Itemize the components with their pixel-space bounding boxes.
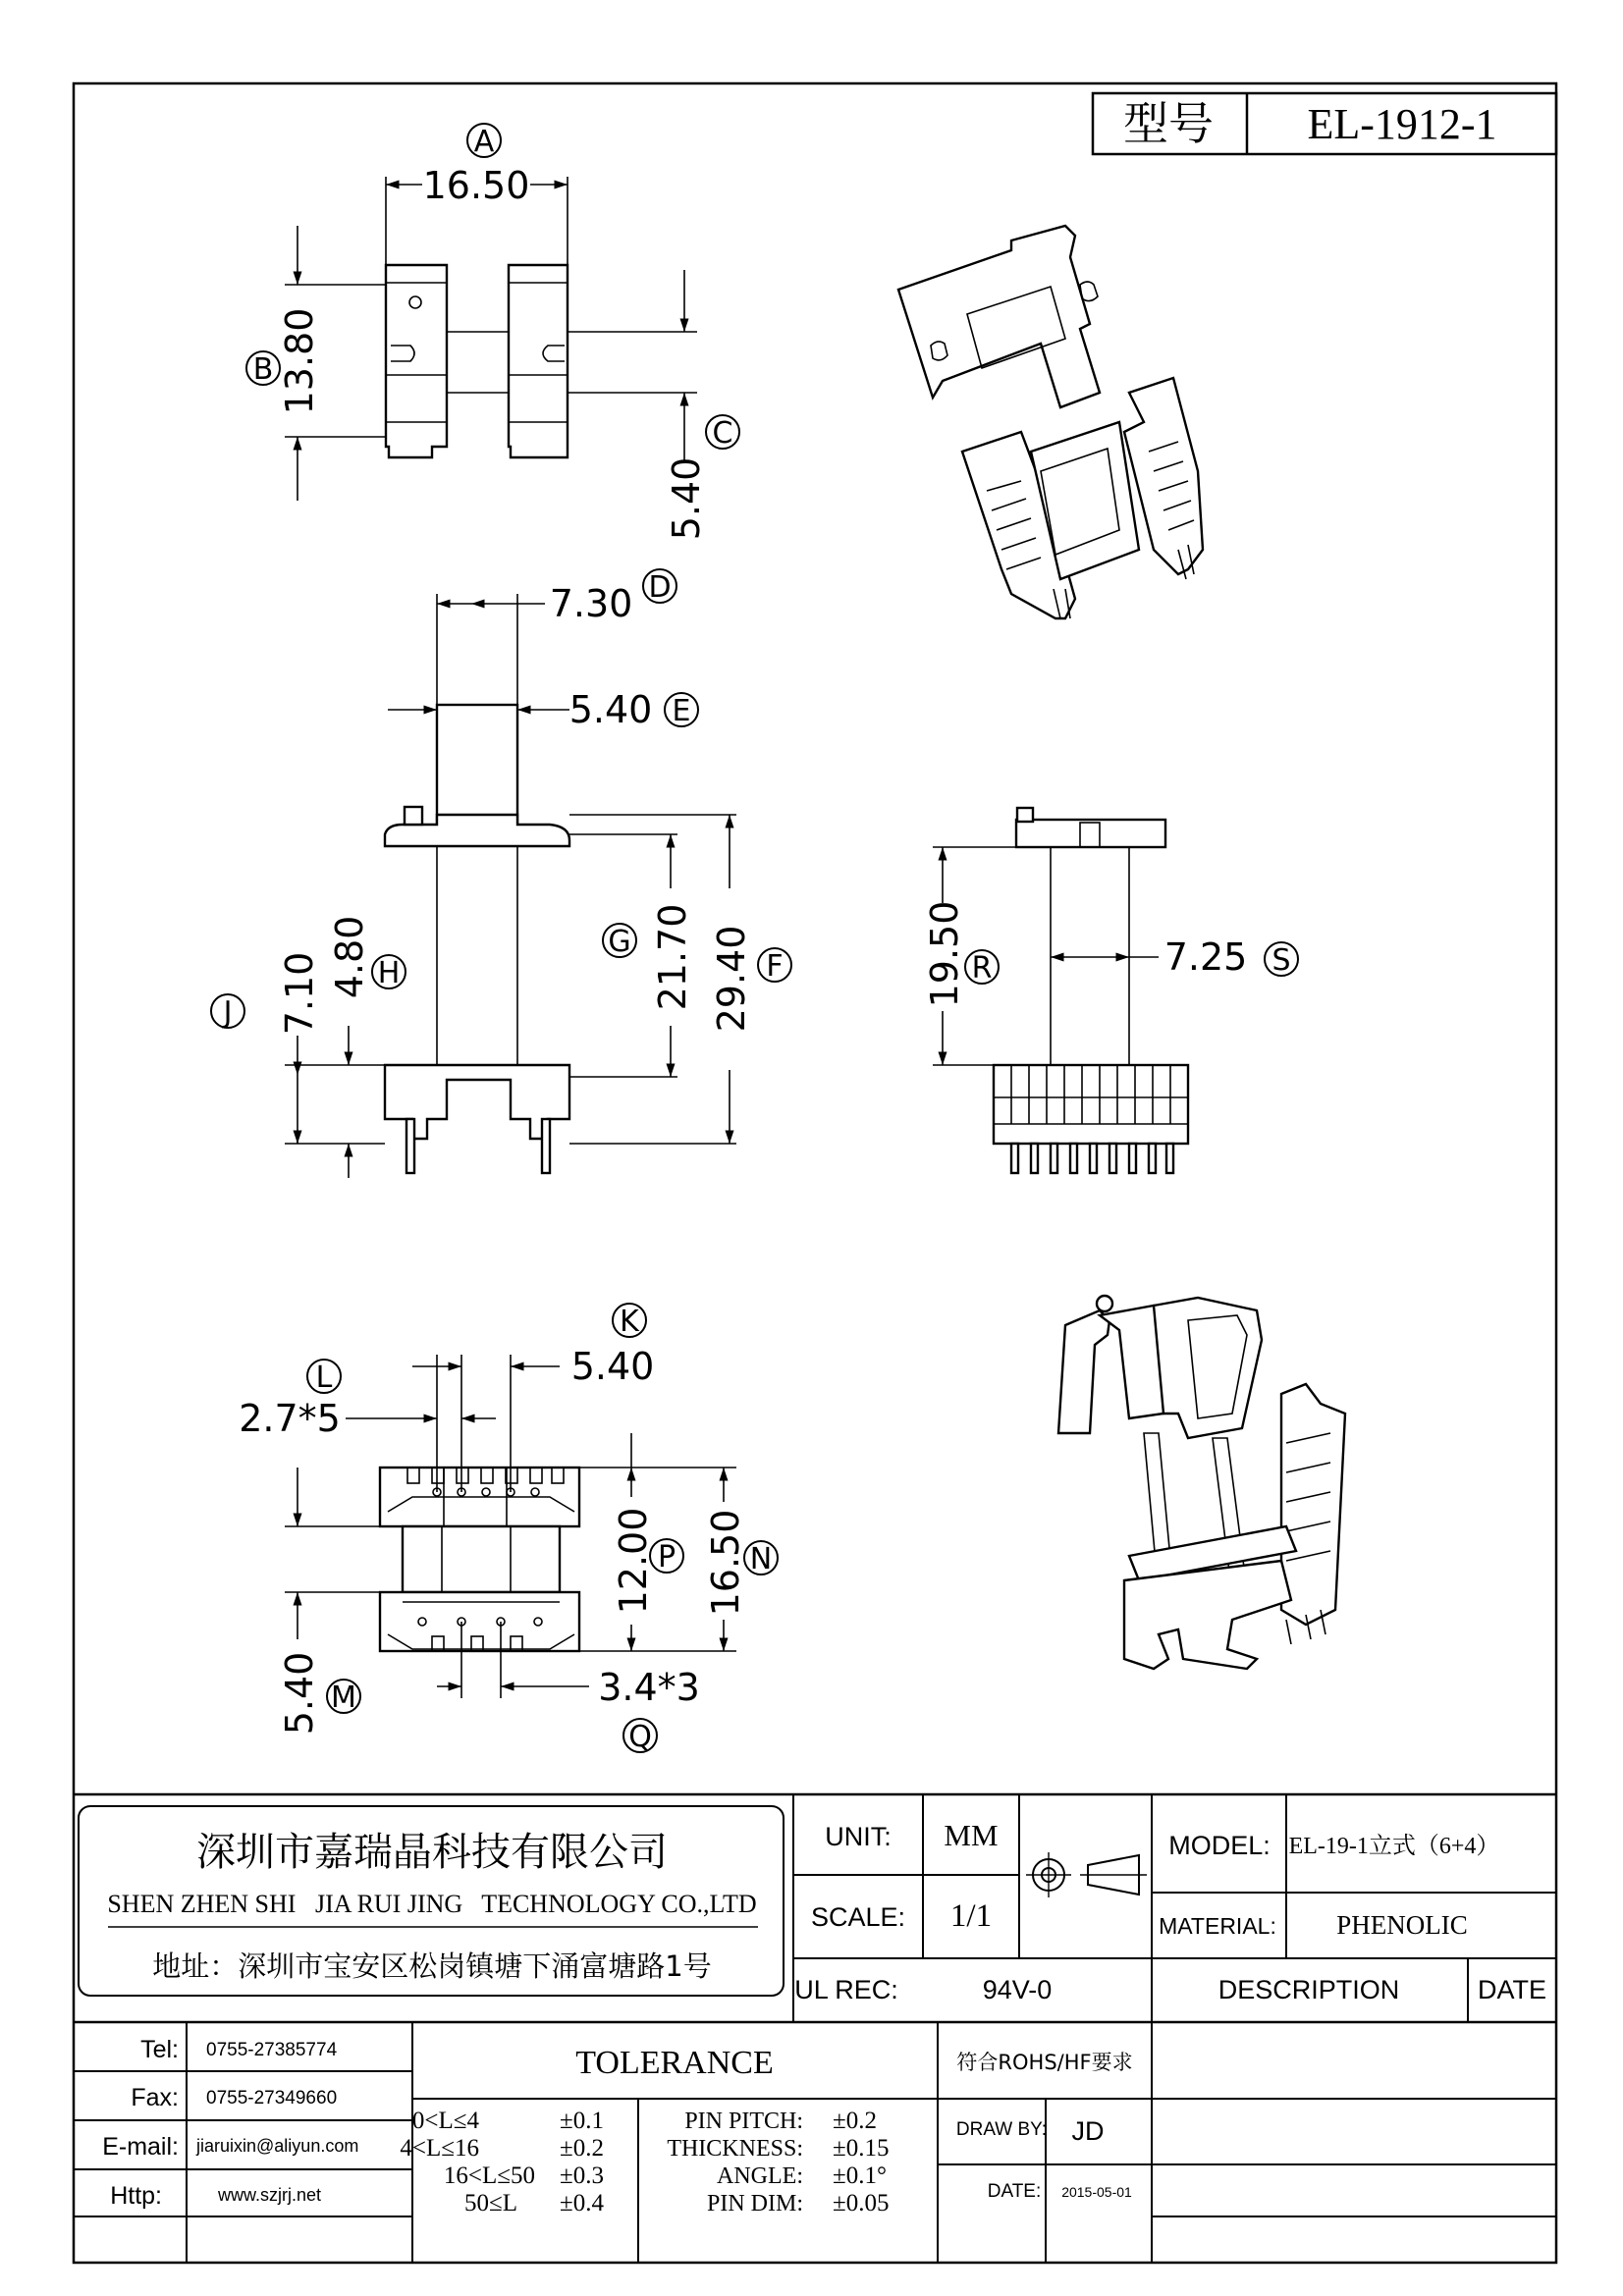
scale-value: 1/1 xyxy=(949,1898,993,1934)
dim-m-value: 5.40 xyxy=(278,1651,321,1735)
dim-j-value: 7.10 xyxy=(278,951,321,1036)
dim-l-value: 2.7*5 xyxy=(239,1397,341,1440)
dim-k-letter: K xyxy=(620,1305,639,1339)
dim-p-value: 12.00 xyxy=(612,1507,655,1615)
tolerance-features xyxy=(667,2108,889,2216)
drawby-label: DRAW BY: xyxy=(955,2119,1048,2140)
compliance-note: 符合ROHS/HF要求 xyxy=(956,2051,1133,2074)
tolerance-value-4: ±0.4 xyxy=(560,2190,604,2216)
company-name-cn: 深圳市嘉瑞晶科技有限公司 xyxy=(196,1830,668,1875)
tolerance-range-3: 16<L≤50 xyxy=(443,2163,535,2189)
tolerance-range-4: 50≤L xyxy=(464,2190,517,2216)
drawn-date-label: DATE: xyxy=(987,2181,1042,2202)
description-header: DESCRIPTION xyxy=(1217,1975,1400,2004)
tolerance-value-3: ±0.3 xyxy=(560,2163,604,2189)
view-bottom xyxy=(285,1355,736,1698)
email-label: E-mail: xyxy=(102,2133,179,2161)
tolerance-feature-3: ANGLE: xyxy=(717,2163,803,2189)
dim-r-value: 19.50 xyxy=(923,900,966,1008)
dim-m-letter: M xyxy=(331,1681,356,1715)
tolerance-feature-4: PIN DIM: xyxy=(706,2191,803,2216)
dim-h-value: 4.80 xyxy=(328,915,371,999)
dim-p-letter: P xyxy=(657,1540,676,1575)
dim-r-letter: R xyxy=(971,951,993,986)
tolerance-ranges xyxy=(400,2108,604,2216)
dim-k-value: 5.40 xyxy=(570,1345,655,1388)
dim-a-value: 16.50 xyxy=(422,164,530,207)
material-label: MATERIAL: xyxy=(1159,1913,1276,1939)
tolerance-value-1: ±0.1 xyxy=(560,2108,604,2134)
dim-e-letter: E xyxy=(672,694,691,728)
model-value: EL-19-1立式（6+4） xyxy=(1288,1834,1500,1859)
dim-q-value: 3.4*3 xyxy=(598,1666,700,1709)
dim-d-value: 7.30 xyxy=(549,582,633,625)
company-address: 地址：深圳市宝安区松岗镇塘下涌富塘路1号 xyxy=(152,1949,712,1983)
tolerance-feature-1: PIN PITCH: xyxy=(684,2109,803,2134)
company-name-en: SHEN ZHEN SHI JIA RUI JING TECHNOLOGY CO.,LTD xyxy=(107,1890,757,1918)
dim-e-value: 5.40 xyxy=(568,688,653,731)
tel-label: Tel: xyxy=(140,2036,179,2063)
tolerance-feature-value-1: ±0.2 xyxy=(833,2108,877,2134)
tolerance-range-2: 4<L≤16 xyxy=(400,2135,479,2162)
dim-b-letter: B xyxy=(252,352,274,387)
dim-a-letter: A xyxy=(473,125,495,159)
date-header: DATE xyxy=(1477,1975,1547,2004)
unit-label: UNIT: xyxy=(825,1822,892,1851)
dim-g-value: 21.70 xyxy=(651,903,694,1011)
view-front xyxy=(285,594,736,1173)
tolerance-feature-value-2: ±0.15 xyxy=(833,2135,890,2162)
tolerance-feature-value-3: ±0.1° xyxy=(833,2163,887,2189)
fax-value: 0755-27349660 xyxy=(206,2088,338,2109)
view-side xyxy=(933,808,1188,1173)
dim-n-letter: N xyxy=(749,1542,773,1576)
dim-l-letter: L xyxy=(315,1361,333,1395)
dim-h-letter: H xyxy=(377,956,401,990)
model-box-label: 型号 xyxy=(1123,97,1214,150)
dim-s-letter: S xyxy=(1271,943,1291,978)
isometric-view-top xyxy=(898,226,1203,618)
model-label: MODEL: xyxy=(1168,1831,1271,1860)
dim-f-letter: F xyxy=(766,949,784,984)
drawn-date-value: 2015-05-01 xyxy=(1061,2184,1132,2200)
tolerance-range-1: 0<L≤4 xyxy=(411,2108,479,2134)
fax-label: Fax: xyxy=(131,2084,179,2111)
http-value[interactable]: www.szjrj.net xyxy=(218,2185,322,2205)
ulrec-value: 94V-0 xyxy=(982,1975,1053,2004)
tolerance-feature-value-4: ±0.05 xyxy=(833,2190,890,2216)
drawby-value: JD xyxy=(1071,2116,1105,2146)
view-top-left xyxy=(285,177,697,457)
ulrec-label: UL REC: xyxy=(794,1975,898,2004)
tolerance-value-2: ±0.2 xyxy=(560,2135,604,2162)
dim-q-letter: Q xyxy=(628,1720,652,1754)
dim-d-letter: D xyxy=(648,570,672,605)
unit-value: MM xyxy=(944,1818,999,1852)
tolerance-title: TOLERANCE xyxy=(575,2045,774,2081)
dim-c-letter: C xyxy=(712,416,733,451)
dim-j-letter: J xyxy=(223,995,233,1030)
dim-g-letter: G xyxy=(608,925,631,959)
dim-b-value: 13.80 xyxy=(278,307,321,415)
material-value: PHENOLIC xyxy=(1336,1910,1468,1940)
dim-c-value: 5.40 xyxy=(665,456,708,541)
isometric-view-bottom xyxy=(1058,1296,1345,1669)
scale-label: SCALE: xyxy=(810,1902,906,1932)
email-value[interactable]: jiaruixin@aliyun.com xyxy=(196,2136,359,2156)
dim-s-value: 7.25 xyxy=(1163,935,1248,979)
dim-n-value: 16.50 xyxy=(704,1509,747,1617)
tolerance-feature-2: THICKNESS: xyxy=(667,2136,803,2162)
dim-f-value: 29.40 xyxy=(710,925,753,1033)
tel-value: 0755-27385774 xyxy=(206,2040,338,2060)
model-box-value: EL-1912-1 xyxy=(1307,100,1497,148)
http-label: Http: xyxy=(110,2182,162,2210)
model-box xyxy=(1093,93,1556,154)
projection-symbol-icon xyxy=(1026,1852,1147,1897)
